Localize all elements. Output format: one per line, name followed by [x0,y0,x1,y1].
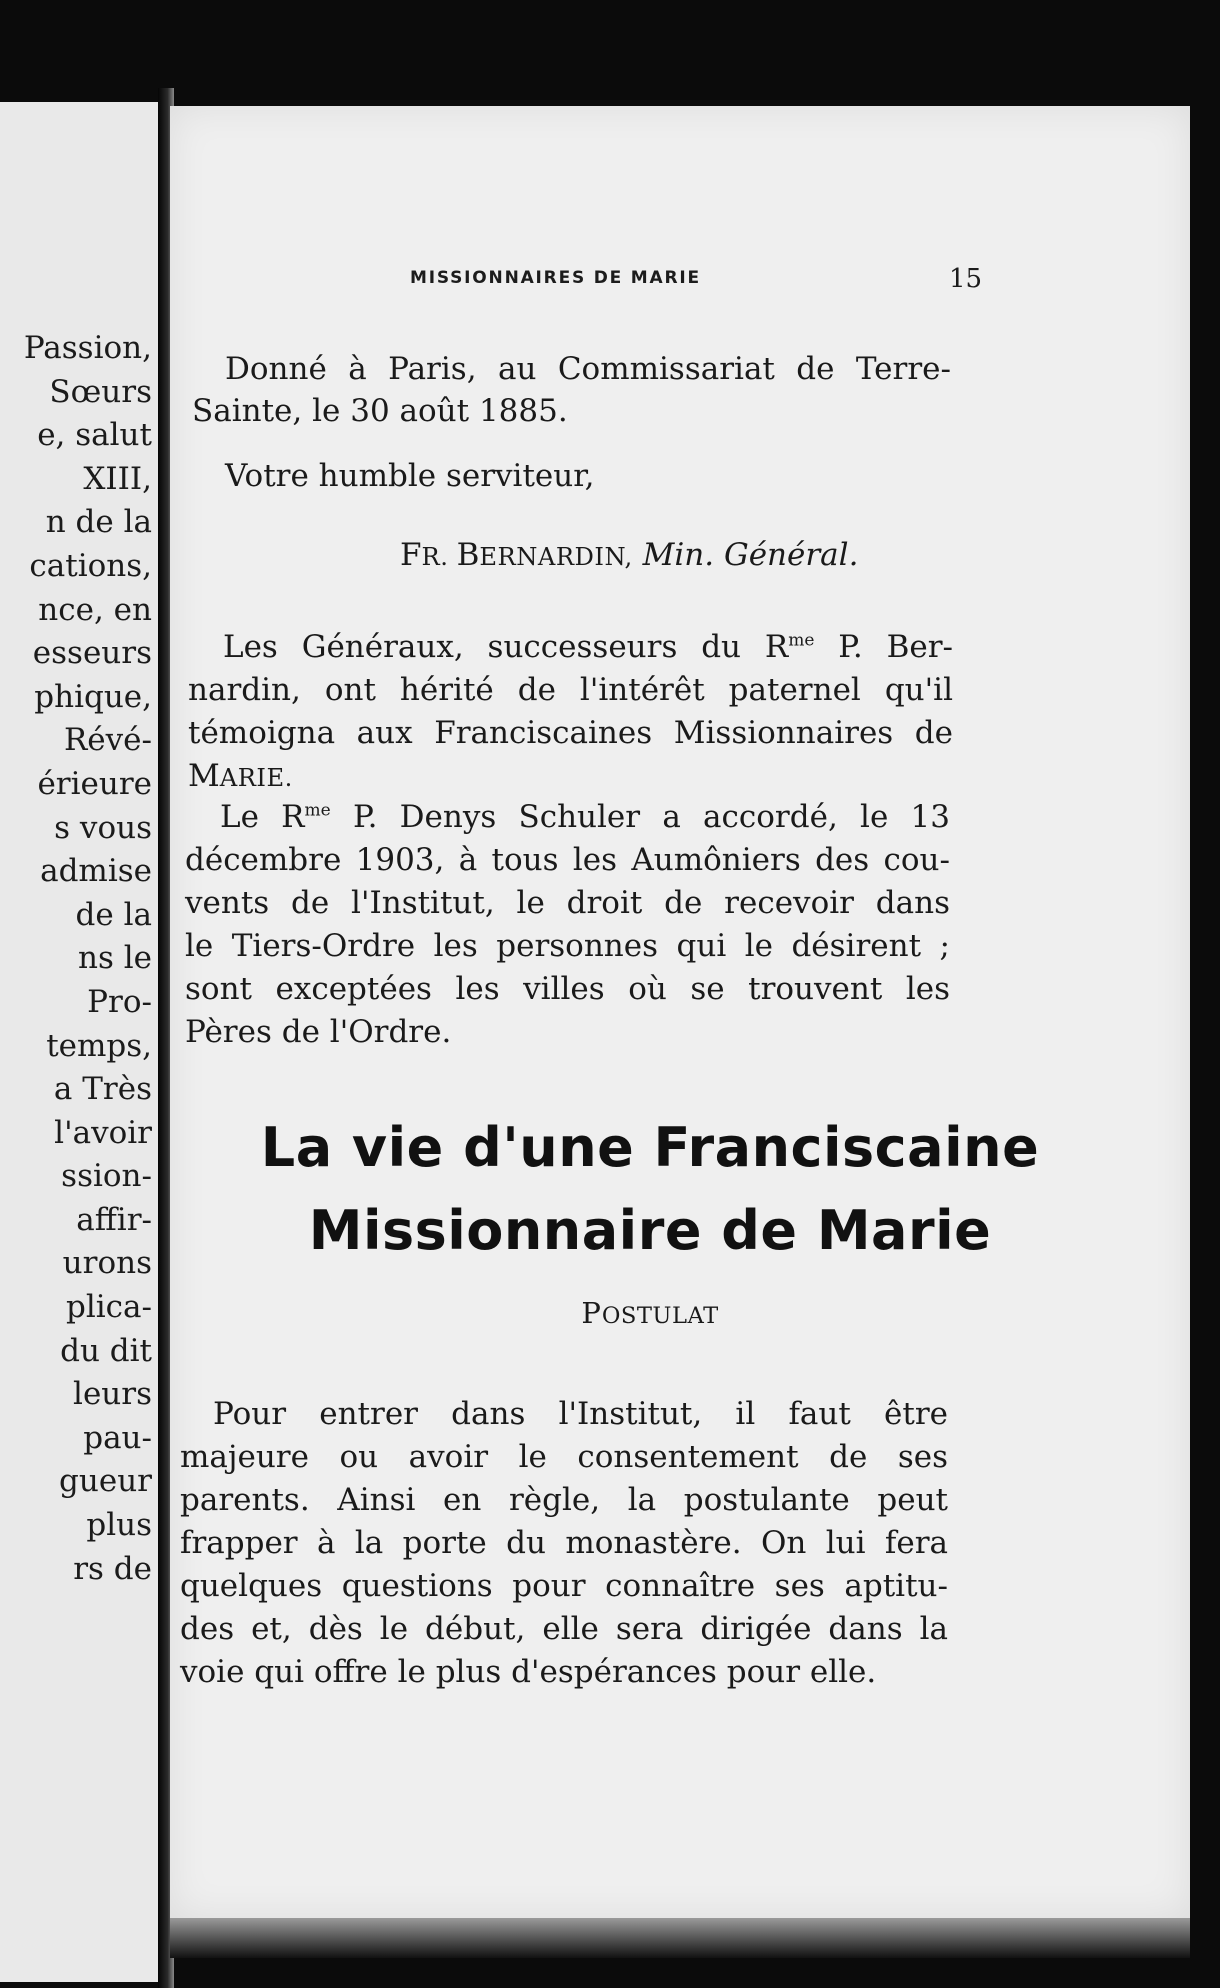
signature: FR. BERNARDIN, Min. Général. [400,537,859,573]
page-number: 15 [949,264,983,294]
left-page-line: gueur [59,1463,152,1500]
paragraph-2-line-4: le Tiers-Ordre les personnes qui le désirent ; [185,928,950,964]
left-page-line: n de la [45,504,152,541]
running-head: MISSIONNAIRES DE MARIE [410,268,701,288]
left-page-line: Passion, [23,330,152,366]
left-page-line: admise [40,853,152,890]
paragraph-1-line-4: MARIE. [188,758,293,794]
left-page-line: a Très [53,1071,152,1108]
left-page-line: érieure [37,765,152,802]
paragraph-2-line-3: vents de l'Institut, le droit de recevoir dans [185,885,950,921]
left-page-line: cations, [29,547,152,584]
left-page-line: s vous [54,809,152,846]
paragraph-2-line-5: sont exceptées les villes où se trouvent les [185,971,950,1007]
left-page-line: Pro- [87,983,152,1020]
left-page-line: esseurs [32,635,152,672]
left-page-line: urons [62,1245,152,1282]
left-page-line: l'avoir [54,1114,152,1151]
paragraph-1-line-1: Les Généraux, successeurs du $R^{me}$ P. Ber- [223,629,954,665]
paragraph-2-line-2: décembre 1903, à tous les Aumôniers des cou- [185,842,950,878]
left-page-line: Révé- [63,722,152,759]
left-page-line: affir- [76,1201,152,1238]
left-page-line: rs de [73,1550,152,1587]
paragraph-3-line-1: Pour entrer dans l'Institut, il faut être [213,1396,948,1432]
left-page-line: XIII, [83,460,152,497]
left-page-line: du dit [60,1332,152,1369]
left-page-line: ssion- [61,1158,152,1195]
paragraph-3-line-4: frapper à la porte du monastère. On lui fera [180,1525,948,1561]
paragraph-2-line-1: Le $R^{me}$ P. Denys Schuler a accordé, le 13 [220,799,950,835]
book-page [170,106,1190,1918]
paragraph-3-line-5: quelques questions pour connaître ses aptitu- [180,1568,948,1604]
paragraph-3-line-6: des et, dès le début, elle sera dirigée dans la [180,1611,948,1647]
left-page-line: de la [75,896,152,933]
page-bottom-shadow [170,1918,1190,1958]
section-title-line-1: La vie d'une Franciscaine [260,1116,1040,1179]
section-subheading: POSTULAT [581,1296,719,1330]
left-page-fragment [0,102,158,1982]
left-page-line: ns le [78,940,152,977]
left-page-line: Sœurs [49,373,152,410]
dateline-line-1: Donné à Paris, au Commissariat de Terre- [225,351,951,387]
left-page-line: nce, en [38,591,152,628]
closing-salutation: Votre humble serviteur, [225,458,595,494]
left-page-line: temps, [46,1027,152,1064]
left-page-line: leurs [73,1376,152,1413]
paragraph-3-line-7: voie qui offre le plus d'espérances pour elle. [180,1654,877,1690]
left-page-line: plus [86,1507,152,1544]
left-page-line: phique, [34,678,152,715]
left-page-line: pau- [83,1419,152,1456]
left-page-text [0,327,152,1591]
section-title-line-2: Missionnaire de Marie [308,1199,992,1262]
paragraph-3-line-2: majeure ou avoir le consentement de ses [180,1439,948,1475]
paragraph-2-line-6: Pères de l'Ordre. [185,1014,452,1050]
paragraph-1-line-2: nardin, ont hérité de l'intérêt paternel qu'il [188,672,953,708]
paragraph-1-line-3: témoigna aux Franciscaines Missionnaires de [188,715,953,751]
paragraph-3-line-3: parents. Ainsi en règle, la postulante peut [180,1482,948,1518]
left-page-line: plica- [66,1289,152,1326]
left-page-line: e, salut [37,417,152,454]
dateline-line-2: Sainte, le 30 août 1885. [192,393,568,429]
